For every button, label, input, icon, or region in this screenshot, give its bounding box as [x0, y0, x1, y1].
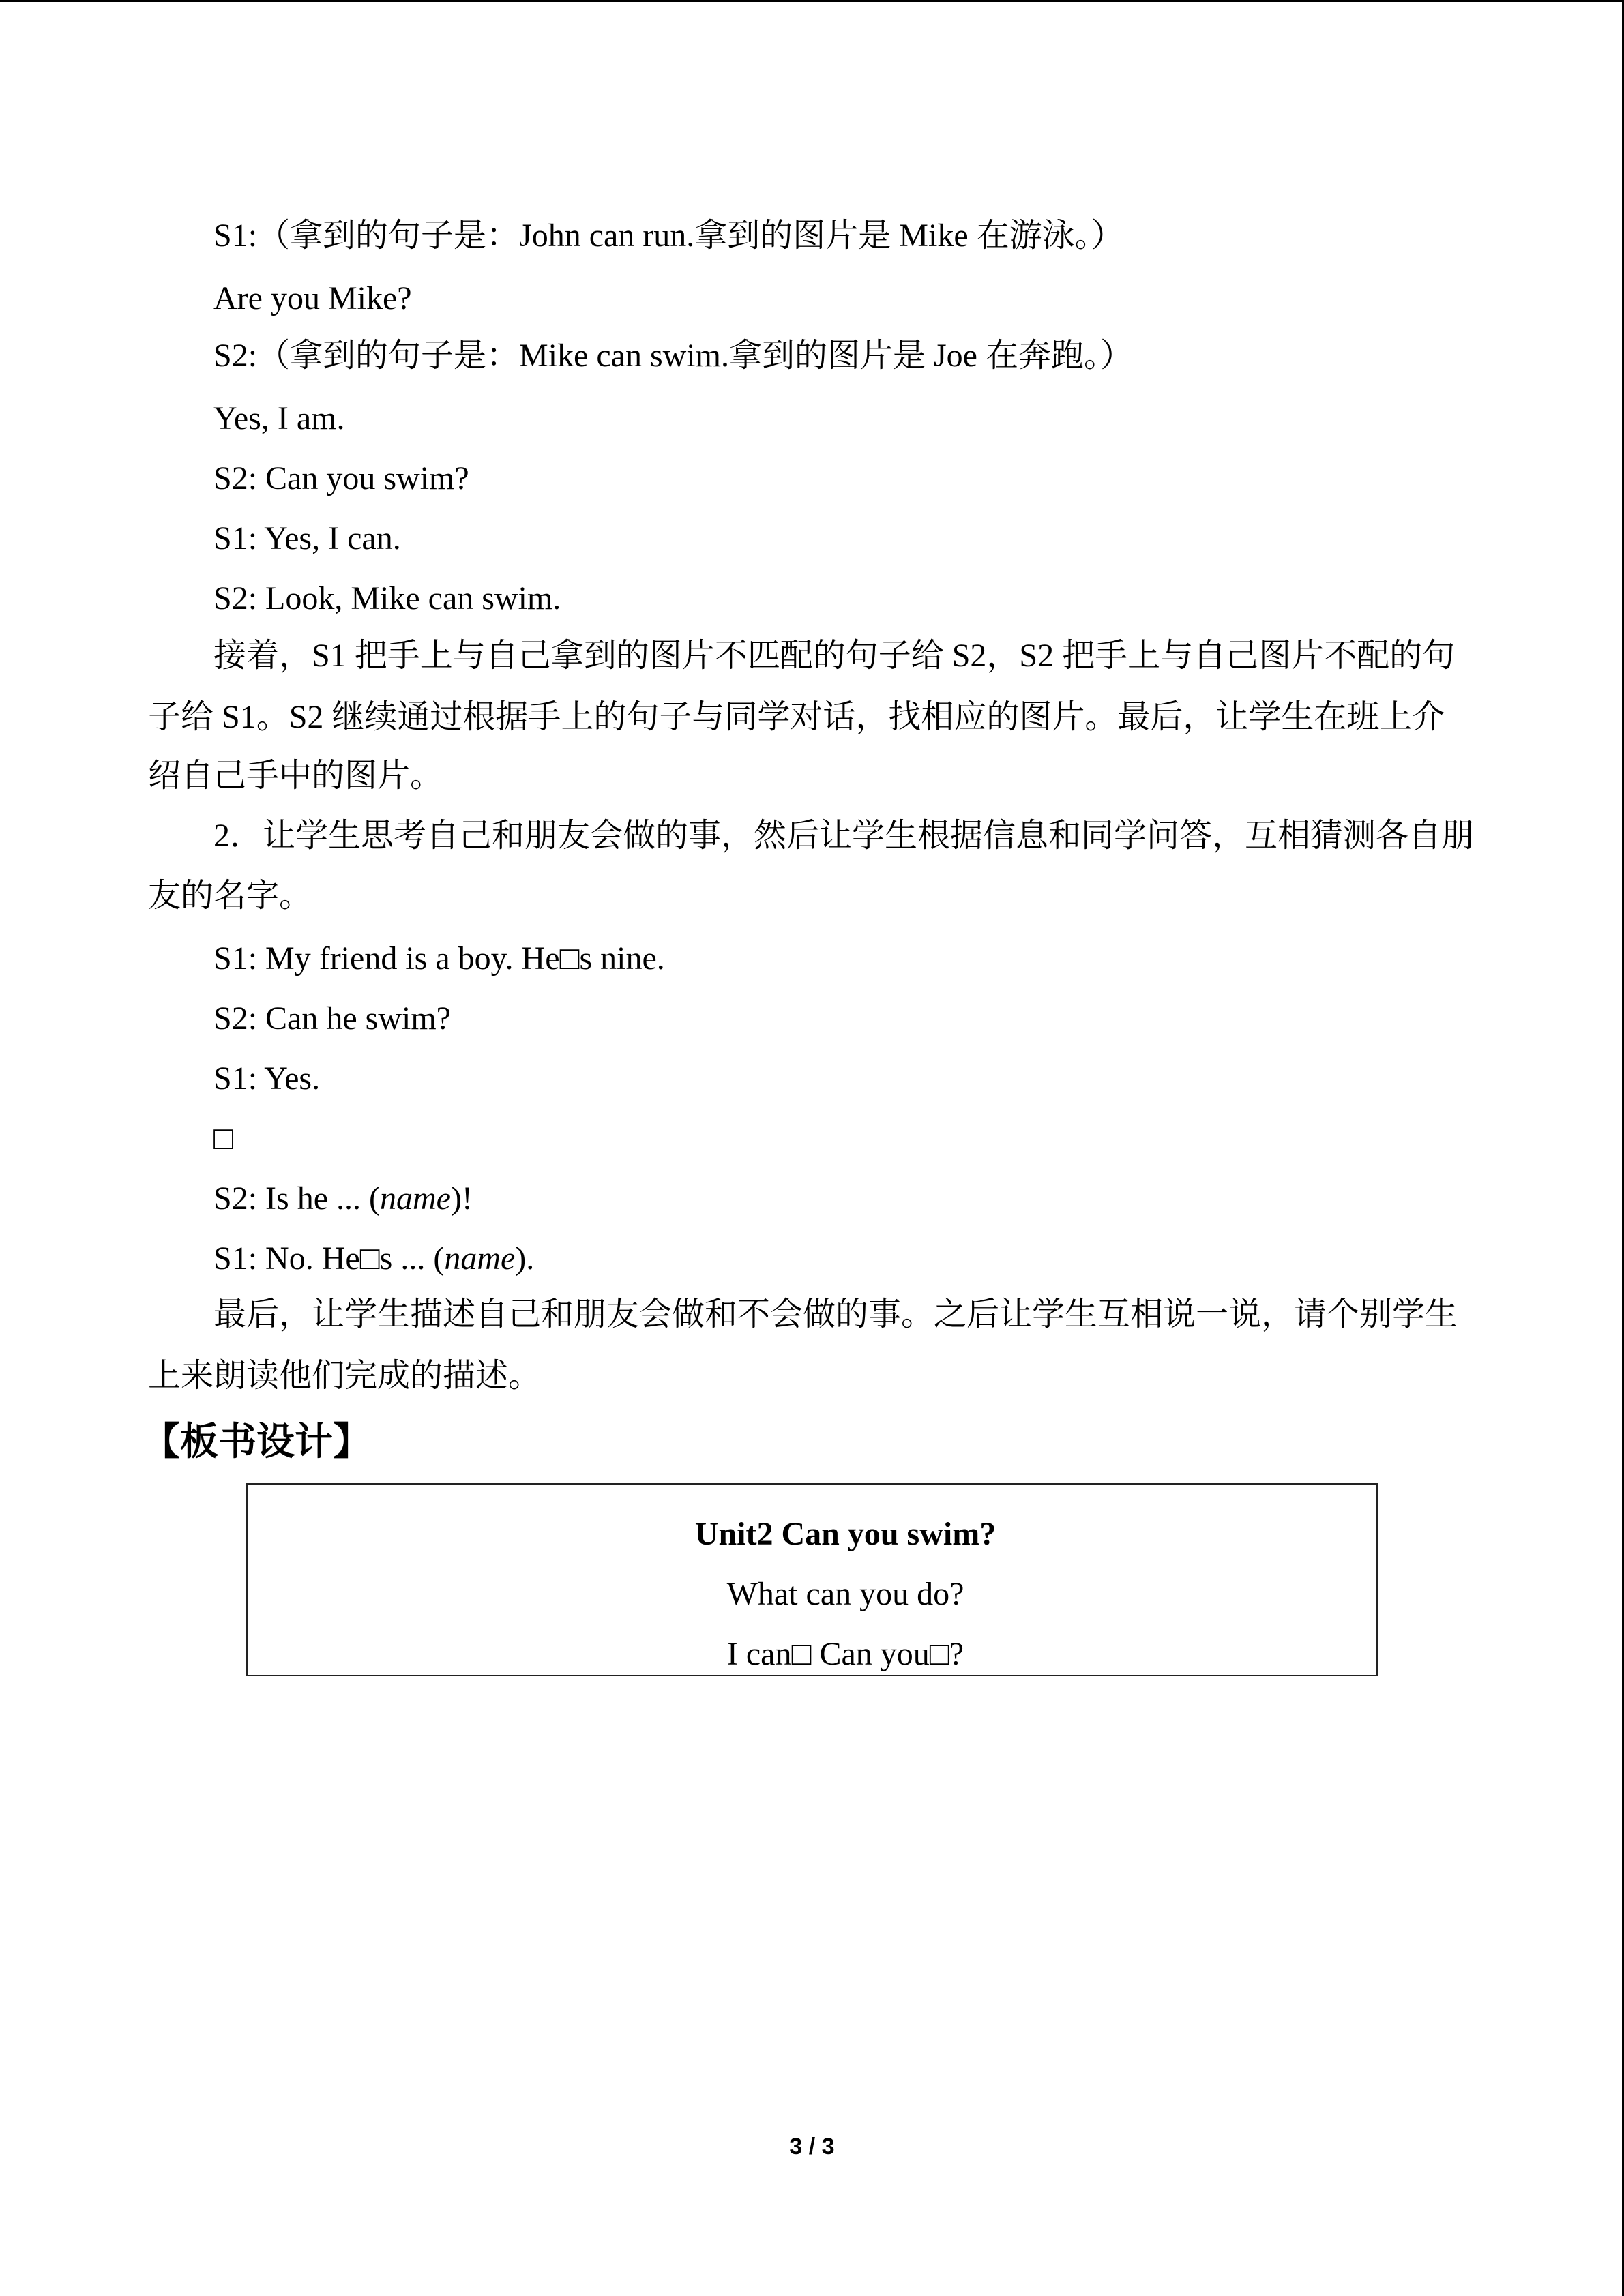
dialogue-line: S1: Yes.	[213, 1060, 321, 1097]
dialogue-line: S1:（拿到的句子是：John can run.拿到的图片是 Mike 在游泳。）	[213, 218, 1124, 254]
dialogue-text: )!	[450, 1180, 473, 1217]
italic-placeholder: name	[444, 1240, 516, 1277]
paragraph-line: 上来朗读他们完成的描述。	[148, 1358, 542, 1394]
paragraph-line: 绍自己手中的图片。	[148, 758, 443, 794]
dialogue-text: S2: Is he ... (	[213, 1180, 380, 1217]
placeholder-glyph-line: □	[213, 1120, 233, 1157]
italic-placeholder: name	[379, 1180, 451, 1217]
paragraph-line: 子给 S1。S2 继续通过根据手上的句子与同学对话，找相应的图片。最后，让学生在班上介	[148, 699, 1445, 735]
dialogue-line: S2: Can you swim?	[213, 460, 469, 496]
board-title: Unit2 Can you swim?	[694, 1516, 996, 1552]
dialogue-line	[213, 1229, 534, 1289]
dialogue-line: Yes, I am.	[213, 400, 345, 436]
dialogue-line: S2: Can he swim?	[213, 1000, 451, 1037]
page-top-border	[0, 0, 1624, 2]
dialogue-line: S1: Yes, I can.	[213, 520, 401, 556]
board-design-box	[246, 1483, 1378, 1676]
board-line: I can□ Can you□?	[726, 1636, 964, 1672]
dialogue-line: S2: Look, Mike can swim.	[213, 580, 561, 616]
section-heading: 【板书设计】	[142, 1421, 371, 1463]
paragraph-line: 友的名字。	[148, 878, 312, 914]
dialogue-line: S1: My friend is a boy. He□s nine.	[213, 940, 665, 976]
dialogue-line: Are you Mike?	[213, 280, 412, 316]
dialogue-line	[213, 1169, 473, 1229]
dialogue-text: S1: No. He□s ... (	[213, 1240, 445, 1277]
paragraph-line: 2．让学生思考自己和朋友会做的事，然后让学生根据信息和同学问答，互相猜测各自朋	[213, 818, 1475, 854]
dialogue-text: ).	[515, 1240, 535, 1277]
page-number: 3 / 3	[789, 2134, 835, 2160]
board-line: What can you do?	[726, 1576, 964, 1612]
paragraph-line: 接着，S1 把手上与自己拿到的图片不匹配的句子给 S2，S2 把手上与自己图片不配的句	[213, 638, 1456, 674]
paragraph-line: 最后，让学生描述自己和朋友会做和不会做的事。之后让学生互相说一说，请个别学生	[213, 1296, 1458, 1332]
dialogue-line: S2:（拿到的句子是：Mike can swim.拿到的图片是 Joe 在奔跑。）	[213, 338, 1133, 374]
